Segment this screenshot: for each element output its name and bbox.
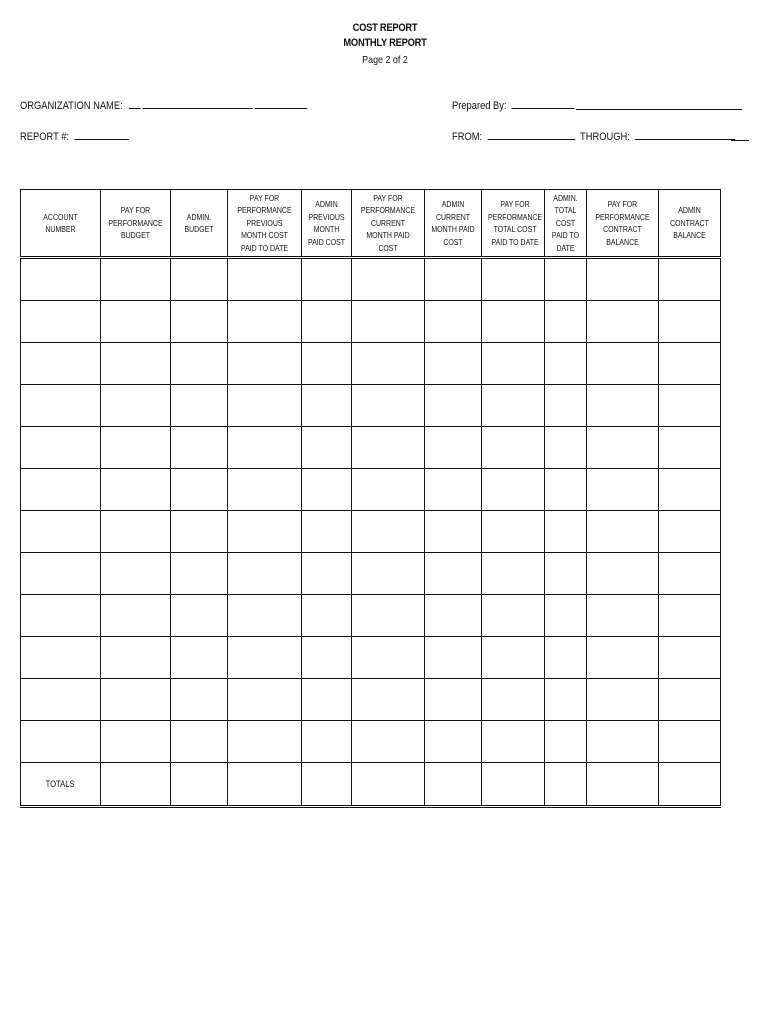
table-cell[interactable] [545, 469, 587, 511]
column-header: ADMIN. BUDGET [171, 190, 228, 258]
table-cell[interactable] [587, 553, 659, 595]
column-header: PAY FOR PERFORMANCE BUDGET [101, 190, 171, 258]
table-cell[interactable] [228, 721, 302, 763]
table-cell[interactable] [587, 385, 659, 427]
table-cell[interactable] [302, 385, 352, 427]
report-title [0, 22, 770, 34]
table-cell[interactable] [21, 427, 101, 469]
table-cell[interactable] [352, 469, 425, 511]
table-cell[interactable] [659, 679, 721, 721]
table-cell[interactable] [587, 763, 659, 807]
table-cell[interactable] [171, 343, 228, 385]
table-cell[interactable] [171, 721, 228, 763]
organization-name-blank-c[interactable] [254, 99, 307, 109]
table-row [21, 301, 721, 343]
table-cell[interactable] [482, 343, 545, 385]
table-cell[interactable] [482, 721, 545, 763]
table-cell[interactable] [228, 343, 302, 385]
table-cell[interactable] [587, 511, 659, 553]
table-cell[interactable] [659, 595, 721, 637]
column-header: ADMIN PREVIOUS MONTH PAID COST [302, 190, 352, 258]
table-cell[interactable] [545, 637, 587, 679]
table-cell[interactable] [482, 511, 545, 553]
table-cell[interactable] [482, 595, 545, 637]
table-cell[interactable] [352, 511, 425, 553]
table-cell[interactable] [352, 301, 425, 343]
table-cell[interactable] [171, 258, 228, 301]
table-cell[interactable] [587, 343, 659, 385]
table-cell[interactable] [425, 553, 482, 595]
table-cell[interactable] [659, 763, 721, 807]
extra-date-blank[interactable] [731, 131, 749, 141]
table-row [21, 595, 721, 637]
table-cell[interactable] [228, 553, 302, 595]
table-cell[interactable] [352, 343, 425, 385]
table-row [21, 343, 721, 385]
table-cell[interactable] [425, 721, 482, 763]
table-cell[interactable] [21, 721, 101, 763]
table-row [21, 385, 721, 427]
table-cell[interactable] [21, 595, 101, 637]
table-cell[interactable] [587, 427, 659, 469]
table-cell[interactable] [171, 553, 228, 595]
table-cell[interactable] [21, 343, 101, 385]
table-cell[interactable] [545, 511, 587, 553]
report-number-label: REPORT #: [20, 131, 70, 143]
table-cell[interactable] [101, 637, 171, 679]
prepared-by-blank[interactable] [512, 99, 575, 109]
table-cell[interactable] [21, 511, 101, 553]
table-cell[interactable] [302, 301, 352, 343]
table-cell[interactable] [101, 553, 171, 595]
table-cell[interactable] [545, 553, 587, 595]
table-cell[interactable] [101, 721, 171, 763]
table-cell[interactable] [659, 258, 721, 301]
table-cell[interactable] [587, 595, 659, 637]
organization-name-blank-a[interactable] [129, 99, 141, 109]
column-header: ADMIN CONTRACT BALANCE [659, 190, 721, 258]
table-cell[interactable] [228, 385, 302, 427]
table-cell[interactable] [228, 511, 302, 553]
table-cell[interactable] [228, 637, 302, 679]
table-cell[interactable] [171, 637, 228, 679]
table-cell[interactable] [302, 427, 352, 469]
table-cell[interactable] [228, 469, 302, 511]
table-cell[interactable] [352, 721, 425, 763]
totals-label: TOTALS [45, 779, 76, 789]
table-cell[interactable] [425, 637, 482, 679]
table-cell[interactable] [228, 258, 302, 301]
report-subtitle [0, 37, 770, 49]
table-cell[interactable] [545, 258, 587, 301]
table-cell[interactable] [171, 763, 228, 807]
through-label: THROUGH: [579, 131, 630, 143]
organization-name-label: ORGANIZATION NAME: [20, 100, 123, 112]
table-cell[interactable] [425, 469, 482, 511]
table-cell[interactable] [352, 637, 425, 679]
table-cell[interactable] [101, 595, 171, 637]
table-cell[interactable] [482, 385, 545, 427]
table-cell[interactable] [352, 595, 425, 637]
table-cell[interactable] [352, 553, 425, 595]
totals-row [21, 763, 721, 807]
table-cell[interactable] [228, 763, 302, 807]
table-cell[interactable] [101, 385, 171, 427]
table-cell[interactable] [302, 595, 352, 637]
table-cell[interactable] [101, 469, 171, 511]
table-cell[interactable] [302, 343, 352, 385]
table-cell[interactable] [482, 763, 545, 807]
table-cell[interactable] [101, 511, 171, 553]
table-cell[interactable] [101, 679, 171, 721]
table-cell[interactable] [21, 258, 101, 301]
from-label: FROM: [452, 131, 483, 143]
table-cell[interactable] [228, 301, 302, 343]
table-cell[interactable] [302, 258, 352, 301]
column-header: ADMIN. TOTAL COST PAID TO DATE [545, 190, 587, 258]
table-cell[interactable] [545, 763, 587, 807]
date-range-field [452, 130, 735, 143]
table-cell[interactable] [659, 721, 721, 763]
table-cell[interactable] [171, 679, 228, 721]
table-cell[interactable] [545, 679, 587, 721]
cost-report-table [20, 189, 721, 808]
table-cell[interactable] [171, 511, 228, 553]
table-cell[interactable] [482, 258, 545, 301]
table-cell[interactable] [352, 679, 425, 721]
column-header: ADMIN CURRENT MONTH PAID COST [425, 190, 482, 258]
table-cell[interactable] [171, 301, 228, 343]
column-header: ACCOUNT NUMBER [21, 190, 101, 258]
table-cell[interactable] [545, 385, 587, 427]
through-date-blank[interactable] [635, 130, 735, 140]
table-cell[interactable] [587, 637, 659, 679]
table-cell[interactable] [171, 469, 228, 511]
report-number-field [20, 130, 129, 143]
organization-name-field [20, 99, 307, 112]
table-cell[interactable] [302, 469, 352, 511]
report-number-blank[interactable] [74, 130, 128, 140]
table-cell[interactable] [545, 301, 587, 343]
column-header: PAY FOR PERFORMANCE PREVIOUS MONTH COST PAID TO DATE [228, 190, 302, 258]
table-cell[interactable] [659, 511, 721, 553]
table-cell[interactable] [587, 679, 659, 721]
table-row [21, 553, 721, 595]
prepared-by-signature-blank[interactable] [576, 100, 742, 110]
table-cell[interactable] [302, 763, 352, 807]
table-cell[interactable] [101, 301, 171, 343]
table-cell[interactable] [21, 469, 101, 511]
table-cell[interactable] [425, 427, 482, 469]
table-cell[interactable] [302, 721, 352, 763]
table-cell[interactable] [21, 301, 101, 343]
table-row [21, 469, 721, 511]
table-cell[interactable] [352, 427, 425, 469]
table-cell[interactable] [352, 258, 425, 301]
prepared-by-field [452, 99, 575, 112]
table-cell[interactable] [101, 763, 171, 807]
table-cell[interactable] [545, 595, 587, 637]
table-cell[interactable] [228, 679, 302, 721]
table-cell[interactable] [21, 679, 101, 721]
table-cell[interactable] [425, 511, 482, 553]
page-indicator-text: Page 2 of 2 [362, 54, 408, 66]
table-cell[interactable] [425, 595, 482, 637]
table-cell[interactable] [302, 511, 352, 553]
table-cell[interactable] [228, 595, 302, 637]
table-cell[interactable] [659, 427, 721, 469]
table-cell[interactable] [659, 301, 721, 343]
table-cell[interactable] [482, 469, 545, 511]
table-cell[interactable] [425, 385, 482, 427]
totals-label-cell [21, 763, 101, 807]
table-cell[interactable] [482, 427, 545, 469]
organization-name-blank-b[interactable] [142, 99, 253, 109]
table-cell[interactable] [21, 385, 101, 427]
table-cell[interactable] [587, 721, 659, 763]
prepared-by-label: Prepared By: [452, 100, 507, 112]
page-indicator [0, 54, 770, 66]
table-cell[interactable] [302, 553, 352, 595]
table-cell[interactable] [659, 637, 721, 679]
table-cell[interactable] [228, 427, 302, 469]
table-cell[interactable] [587, 469, 659, 511]
table-cell[interactable] [425, 258, 482, 301]
table-cell[interactable] [425, 343, 482, 385]
table-cell[interactable] [21, 553, 101, 595]
table-cell[interactable] [21, 637, 101, 679]
table-cell[interactable] [425, 301, 482, 343]
table-row [21, 258, 721, 301]
table-cell[interactable] [545, 721, 587, 763]
table-cell[interactable] [302, 679, 352, 721]
table-cell[interactable] [587, 301, 659, 343]
column-header: PAY FOR PERFORMANCE CURRENT MONTH PAID COST [352, 190, 425, 258]
table-cell[interactable] [302, 637, 352, 679]
table-row [21, 721, 721, 763]
table-cell[interactable] [171, 385, 228, 427]
table-cell[interactable] [352, 385, 425, 427]
column-header: PAY FOR PERFORMANCE CONTRACT BALANCE [587, 190, 659, 258]
table-cell[interactable] [482, 301, 545, 343]
table-cell[interactable] [659, 553, 721, 595]
table-cell[interactable] [101, 343, 171, 385]
table-cell[interactable] [425, 763, 482, 807]
table-row [21, 679, 721, 721]
table-header-row [21, 190, 721, 258]
report-title-text: COST REPORT [352, 22, 418, 34]
table-cell[interactable] [659, 343, 721, 385]
table-cell[interactable] [587, 258, 659, 301]
table-cell[interactable] [171, 427, 228, 469]
table-row [21, 427, 721, 469]
table-cell[interactable] [482, 637, 545, 679]
column-header: PAY FOR PERFORMANCE TOTAL COST PAID TO DATE [482, 190, 545, 258]
table-cell[interactable] [101, 427, 171, 469]
table-cell[interactable] [545, 343, 587, 385]
report-subtitle-text: MONTHLY REPORT [343, 37, 427, 49]
table-cell[interactable] [482, 553, 545, 595]
table-cell[interactable] [659, 469, 721, 511]
table-cell[interactable] [171, 595, 228, 637]
table-cell[interactable] [545, 427, 587, 469]
table-cell[interactable] [101, 258, 171, 301]
table-cell[interactable] [352, 763, 425, 807]
table-cell[interactable] [482, 679, 545, 721]
table-cell[interactable] [659, 385, 721, 427]
from-date-blank[interactable] [487, 130, 575, 140]
table-row [21, 511, 721, 553]
table-row [21, 637, 721, 679]
table-cell[interactable] [425, 679, 482, 721]
